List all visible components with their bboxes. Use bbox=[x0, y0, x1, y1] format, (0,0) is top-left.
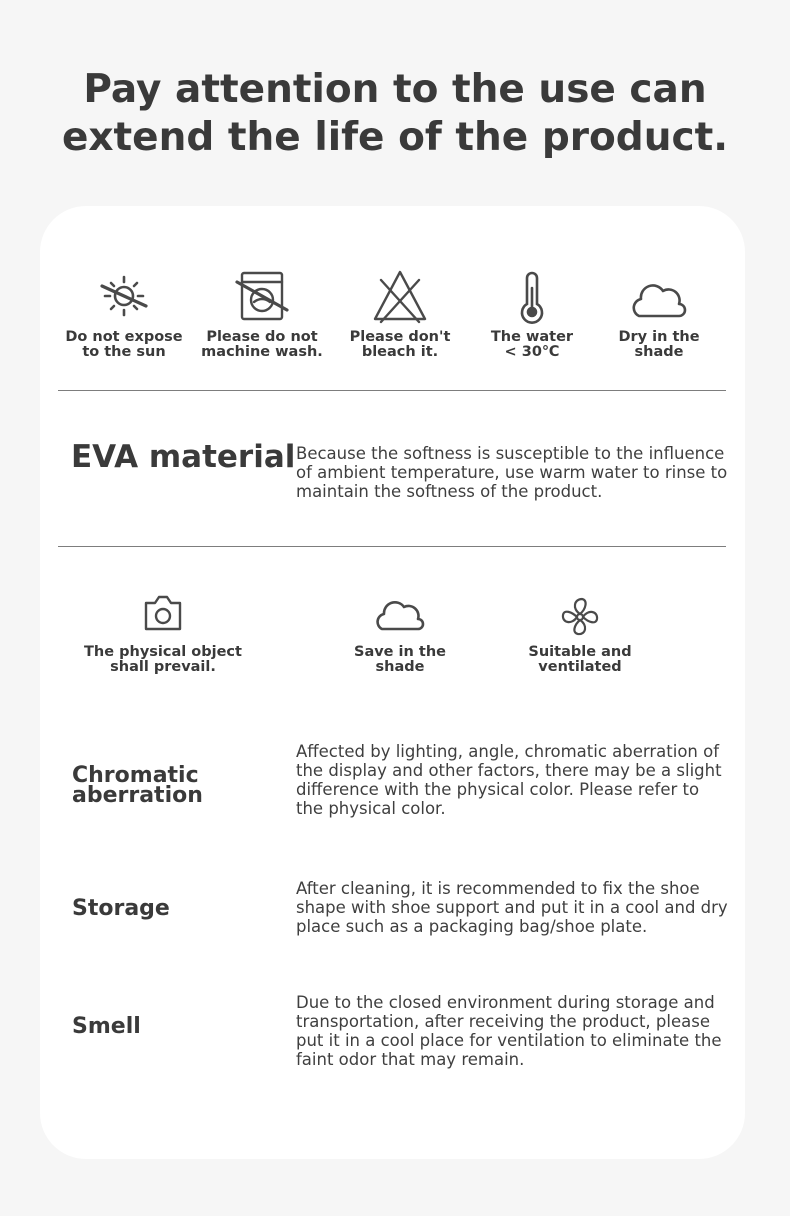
care-item-dry-shade bbox=[589, 266, 729, 360]
care-label-dry-shade: Dry in the shade bbox=[618, 329, 700, 360]
thermometer-icon bbox=[500, 266, 564, 326]
care-item-water-temp bbox=[462, 266, 602, 360]
section-description-smell: Due to the closed environment during storage and transportation, after receiving the product, please put it in a cool place for ventilation to eliminate the faint odor that may remain. bbox=[296, 993, 722, 1069]
section-description-chromatic-aberration: Affected by lighting, angle, chromatic aberration of the display and other factors, there may be a slight difference with the physical color. Please refer to the physical color. bbox=[296, 742, 722, 818]
feature-label-physical-object: The physical object shall prevail. bbox=[84, 644, 242, 675]
headline-line-2: extend the life of the product. bbox=[61, 115, 729, 160]
feature-label-ventilated: Suitable and ventilated bbox=[528, 644, 632, 675]
feature-icons-row bbox=[40, 591, 745, 691]
care-label-no-machine-wash: Please do not machine wash. bbox=[201, 329, 323, 360]
section-description-storage: After cleaning, it is recommended to fix the shoe shape with shoe support and put it in a cool and dry place such as a packaging bag/shoe plate. bbox=[296, 879, 728, 936]
feature-label-save-shade: Save in the shade bbox=[354, 644, 446, 675]
feature-ventilated bbox=[520, 591, 640, 675]
care-instructions-card bbox=[40, 206, 745, 1159]
camera-icon bbox=[135, 591, 191, 641]
divider-middle bbox=[58, 546, 726, 547]
no-bleach-icon bbox=[368, 266, 432, 326]
page-headline bbox=[0, 66, 790, 162]
no-machine-wash-icon bbox=[230, 266, 294, 326]
care-label-water-temp: The water < 30℃ bbox=[490, 329, 574, 360]
care-item-no-machine-wash bbox=[192, 266, 332, 360]
care-item-no-sun bbox=[54, 266, 194, 360]
care-item-no-bleach bbox=[330, 266, 470, 360]
eva-material-description: Because the softness is susceptible to the influence of ambient temperature, use warm water to rinse to maintain the softness of the product. bbox=[296, 444, 728, 501]
section-title-chromatic-aberration: Chromatic aberration bbox=[72, 763, 203, 808]
eva-material-title: EVA material bbox=[71, 439, 296, 475]
care-label-no-bleach: Please don't bleach it. bbox=[349, 329, 451, 360]
section-title-smell: Smell bbox=[72, 1014, 141, 1039]
cloud-icon bbox=[627, 266, 691, 326]
no-sun-icon bbox=[92, 266, 156, 326]
care-icons-row bbox=[58, 266, 728, 376]
headline-line-1: Pay attention to the use can bbox=[83, 67, 707, 112]
feature-save-shade bbox=[340, 591, 460, 675]
divider-top bbox=[58, 390, 726, 391]
care-label-no-sun: Do not expose to the sun bbox=[65, 329, 183, 360]
feature-physical-object bbox=[78, 591, 248, 675]
fan-icon bbox=[552, 591, 608, 641]
section-title-storage: Storage bbox=[72, 896, 170, 921]
cloud-icon bbox=[372, 591, 428, 641]
